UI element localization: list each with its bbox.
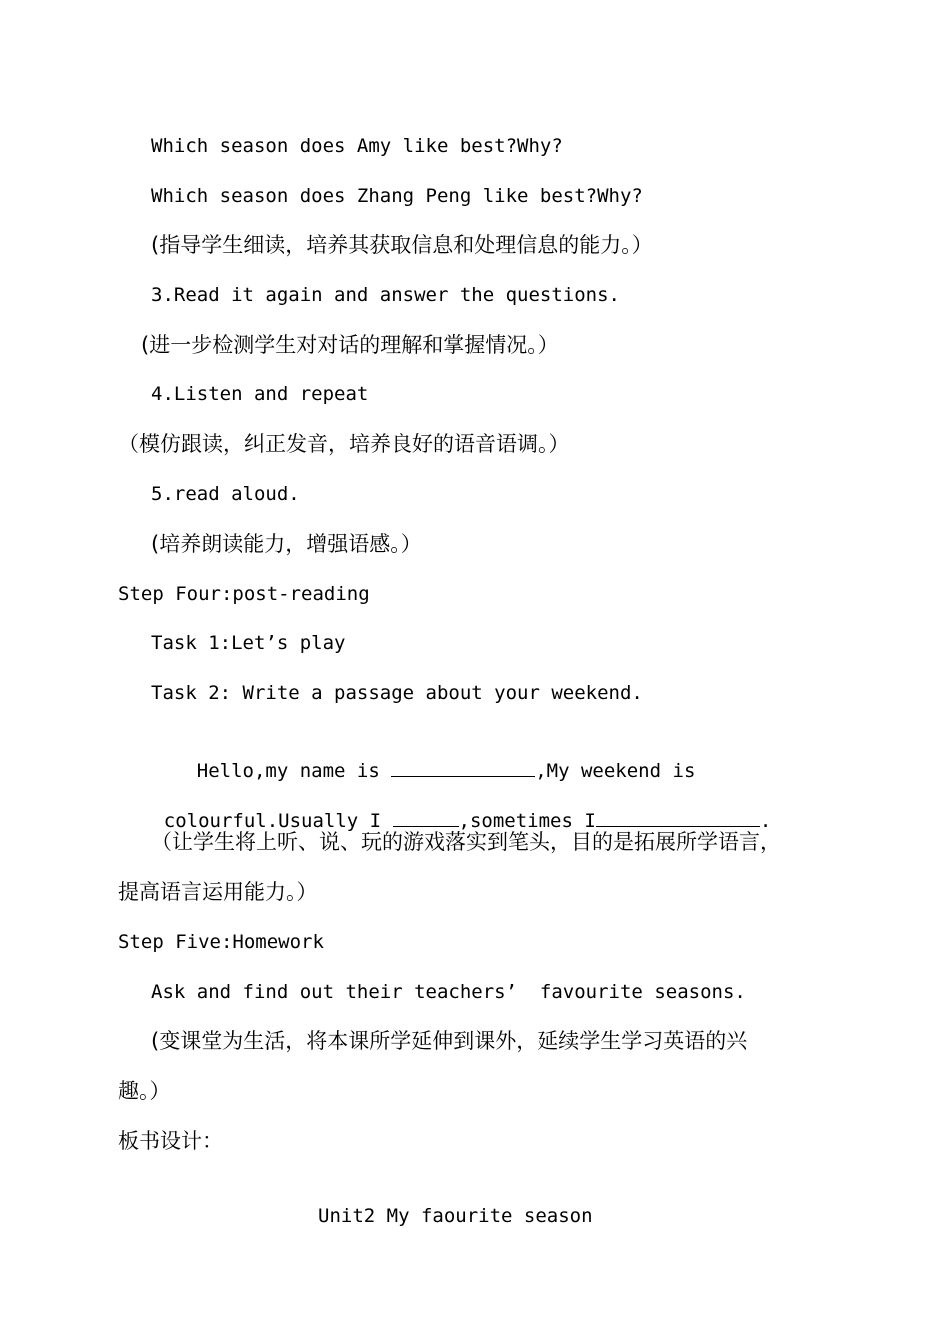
board-design-heading: 板书设计： — [118, 1129, 223, 1153]
fill-in-text: ,My weekend is — [535, 760, 696, 782]
fill-in-text: . — [759, 810, 772, 832]
note-imitate: （模仿跟读，纠正发音，培养良好的语音语调。） — [118, 432, 570, 456]
homework-task: Ask and find out their teachers’ favourite seasons. — [151, 981, 746, 1003]
board-title: Unit2 My faourite season — [318, 1205, 593, 1227]
fill-in-text: ,sometimes I — [458, 810, 596, 832]
note-homework-2: 趣。） — [118, 1079, 171, 1103]
task-1: Task 1:Let’s play — [151, 632, 346, 654]
blank-usually — [393, 808, 459, 827]
blank-sometimes — [596, 808, 760, 827]
step-read-aloud: 5.read aloud. — [151, 483, 300, 505]
note-reading-ability: (培养朗读能力，增强语感。） — [151, 532, 422, 556]
note-writing-2: 提高语言运用能力。） — [118, 880, 318, 904]
question-amy: Which season does Amy like best?Why? — [151, 135, 563, 157]
step-listen-repeat: 4.Listen and repeat — [151, 383, 369, 405]
fill-in-text: colourful.Usually I — [163, 810, 393, 832]
heading-step-four: Step Four:post-reading — [118, 583, 370, 605]
note-detailed-reading: (指导学生细读，培养其获取信息和处理信息的能力。） — [151, 233, 653, 257]
note-homework-1: (变课堂为生活，将本课所学延伸到课外，延续学生学习英语的兴 — [151, 1029, 748, 1053]
question-zhang-peng: Which season does Zhang Peng like best?Why? — [151, 185, 643, 207]
note-writing-1: （让学生将上听、说、玩的游戏落实到笔头，目的是拓展所学语言， — [151, 830, 781, 854]
task-2: Task 2: Write a passage about your weekend. — [151, 682, 643, 704]
step-read-again: 3.Read it again and answer the questions. — [151, 284, 620, 306]
note-check-understanding: (进一步检测学生对对话的理解和掌握情况。） — [141, 333, 559, 357]
blank-name — [391, 758, 535, 777]
fill-in-text: Hello,my name is — [196, 760, 392, 782]
heading-step-five: Step Five:Homework — [118, 931, 324, 953]
